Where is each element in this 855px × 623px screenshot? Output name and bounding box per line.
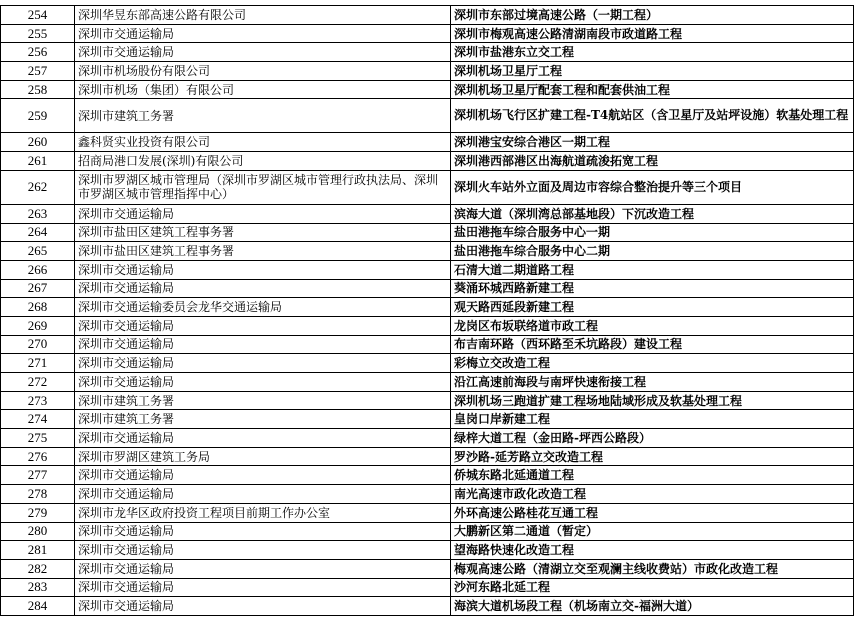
- table-row: [1, 6, 854, 25]
- row-project: 深圳港宝安综合港区一期工程: [451, 133, 854, 152]
- row-project: 深圳市盐港东立交工程: [451, 43, 854, 62]
- row-number: 268: [1, 298, 75, 317]
- row-organization: 深圳市交通运输局: [75, 260, 451, 279]
- row-number: 281: [1, 541, 75, 560]
- row-organization: 深圳市交通运输局: [75, 559, 451, 578]
- row-number: 266: [1, 260, 75, 279]
- row-organization: 深圳市交通运输局: [75, 316, 451, 335]
- table-row: [1, 373, 854, 392]
- row-project: 绿梓大道工程（金田路-坪西公路段）: [451, 429, 854, 448]
- row-project: 深圳港西部港区出海航道疏浚拓宽工程: [451, 152, 854, 171]
- row-organization: 深圳市建筑工务署: [75, 99, 451, 133]
- row-organization: 深圳市交通运输局: [75, 429, 451, 448]
- row-project: 梅观高速公路（清湖立交至观澜主线收费站）市政化改造工程: [451, 559, 854, 578]
- row-project: 深圳市梅观高速公路清湖南段市政道路工程: [451, 24, 854, 43]
- row-organization: 深圳市交通运输局: [75, 204, 451, 223]
- table-row: [1, 133, 854, 152]
- row-organization: 深圳市交通运输局: [75, 373, 451, 392]
- table-row: [1, 447, 854, 466]
- row-number: 275: [1, 429, 75, 448]
- row-project: 沿江高速前海段与南坪快速衔接工程: [451, 373, 854, 392]
- row-number: 264: [1, 223, 75, 242]
- table-row: [1, 170, 854, 204]
- row-project: 深圳机场飞行区扩建工程-T4航站区（含卫星厅及站坪设施）软基处理工程: [451, 99, 854, 133]
- row-project: 深圳机场卫星厅配套工程和配套供油工程: [451, 80, 854, 99]
- row-number: 259: [1, 99, 75, 133]
- table-row: [1, 152, 854, 171]
- table-row: [1, 541, 854, 560]
- row-number: 269: [1, 316, 75, 335]
- row-project: 侨城东路北延通道工程: [451, 466, 854, 485]
- table-row: [1, 335, 854, 354]
- row-number: 276: [1, 447, 75, 466]
- row-number: 278: [1, 485, 75, 504]
- table-row: [1, 597, 854, 616]
- table-row: [1, 43, 854, 62]
- row-number: 261: [1, 152, 75, 171]
- row-organization: 招商局港口发展(深圳)有限公司: [75, 152, 451, 171]
- row-project: 石清大道二期道路工程: [451, 260, 854, 279]
- table-row: [1, 204, 854, 223]
- row-project: 望海路快速化改造工程: [451, 541, 854, 560]
- table-row: [1, 466, 854, 485]
- project-table: [0, 5, 854, 616]
- row-number: 267: [1, 279, 75, 298]
- table-row: [1, 80, 854, 99]
- row-organization: 深圳市交通运输委员会龙华交通运输局: [75, 298, 451, 317]
- row-number: 277: [1, 466, 75, 485]
- table-row: [1, 99, 854, 133]
- row-project: 观天路西延段新建工程: [451, 298, 854, 317]
- row-organization: 深圳市机场股份有限公司: [75, 62, 451, 81]
- project-table-body: [1, 6, 854, 616]
- row-organization: 深圳华昱东部高速公路有限公司: [75, 6, 451, 25]
- row-project: 深圳机场卫星厅工程: [451, 62, 854, 81]
- table-row: [1, 242, 854, 261]
- table-row: [1, 279, 854, 298]
- table-row: [1, 578, 854, 597]
- table-row: [1, 485, 854, 504]
- row-organization: 深圳市交通运输局: [75, 24, 451, 43]
- table-row: [1, 429, 854, 448]
- row-number: 260: [1, 133, 75, 152]
- row-organization: 深圳市交通运输局: [75, 597, 451, 616]
- row-project: 布吉南环路（西环路至禾坑路段）建设工程: [451, 335, 854, 354]
- row-number: 282: [1, 559, 75, 578]
- row-organization: 深圳市交通运输局: [75, 485, 451, 504]
- row-number: 272: [1, 373, 75, 392]
- row-organization: 深圳市交通运输局: [75, 354, 451, 373]
- row-number: 270: [1, 335, 75, 354]
- row-organization: 深圳市建筑工务署: [75, 391, 451, 410]
- row-number: 274: [1, 410, 75, 429]
- row-organization: 深圳市罗湖区城市管理局（深圳市罗湖区城市管理行政执法局、深圳市罗湖区城市管理指挥中心）: [75, 170, 451, 204]
- row-number: 280: [1, 522, 75, 541]
- table-row: [1, 260, 854, 279]
- row-project: 海滨大道机场段工程（机场南立交-福洲大道）: [451, 597, 854, 616]
- row-organization: 深圳市机场（集团）有限公司: [75, 80, 451, 99]
- row-organization: 深圳市交通运输局: [75, 541, 451, 560]
- row-number: 273: [1, 391, 75, 410]
- table-row: [1, 354, 854, 373]
- row-organization: 深圳市罗湖区建筑工务局: [75, 447, 451, 466]
- row-organization: 深圳市建筑工务署: [75, 410, 451, 429]
- table-row: [1, 24, 854, 43]
- table-row: [1, 298, 854, 317]
- row-organization: 深圳市交通运输局: [75, 43, 451, 62]
- row-project: 沙河东路北延工程: [451, 578, 854, 597]
- row-project: 皇岗口岸新建工程: [451, 410, 854, 429]
- row-project: 深圳市东部过境高速公路（一期工程）: [451, 6, 854, 25]
- row-project: 龙岗区布坂联络道市政工程: [451, 316, 854, 335]
- row-number: 283: [1, 578, 75, 597]
- row-number: 258: [1, 80, 75, 99]
- row-project: 深圳火车站外立面及周边市容综合整治提升等三个项目: [451, 170, 854, 204]
- row-organization: 鑫科贤实业投资有限公司: [75, 133, 451, 152]
- row-number: 262: [1, 170, 75, 204]
- row-organization: 深圳市交通运输局: [75, 335, 451, 354]
- row-number: 271: [1, 354, 75, 373]
- row-project: 外环高速公路桂花互通工程: [451, 503, 854, 522]
- row-organization: 深圳市交通运输局: [75, 578, 451, 597]
- row-organization: 深圳市盐田区建筑工程事务署: [75, 242, 451, 261]
- row-project: 大鹏新区第二通道（暂定）: [451, 522, 854, 541]
- table-row: [1, 503, 854, 522]
- row-organization: 深圳市盐田区建筑工程事务署: [75, 223, 451, 242]
- row-number: 256: [1, 43, 75, 62]
- row-number: 279: [1, 503, 75, 522]
- table-row: [1, 410, 854, 429]
- row-project: 南光高速市政化改造工程: [451, 485, 854, 504]
- table-row: [1, 223, 854, 242]
- row-organization: 深圳市交通运输局: [75, 466, 451, 485]
- row-project: 盐田港拖车综合服务中心一期: [451, 223, 854, 242]
- row-project: 滨海大道（深圳湾总部基地段）下沉改造工程: [451, 204, 854, 223]
- table-row: [1, 559, 854, 578]
- row-number: 255: [1, 24, 75, 43]
- row-project: 彩梅立交改造工程: [451, 354, 854, 373]
- row-project: 罗沙路-延芳路立交改造工程: [451, 447, 854, 466]
- table-row: [1, 316, 854, 335]
- row-number: 254: [1, 6, 75, 25]
- row-organization: 深圳市交通运输局: [75, 522, 451, 541]
- table-row: [1, 62, 854, 81]
- row-number: 257: [1, 62, 75, 81]
- table-row: [1, 391, 854, 410]
- row-project: 深圳机场三跑道扩建工程场地陆域形成及软基处理工程: [451, 391, 854, 410]
- row-number: 263: [1, 204, 75, 223]
- table-row: [1, 522, 854, 541]
- row-organization: 深圳市交通运输局: [75, 279, 451, 298]
- row-number: 284: [1, 597, 75, 616]
- row-project: 盐田港拖车综合服务中心二期: [451, 242, 854, 261]
- row-organization: 深圳市龙华区政府投资工程项目前期工作办公室: [75, 503, 451, 522]
- row-project: 葵涌环城西路新建工程: [451, 279, 854, 298]
- row-number: 265: [1, 242, 75, 261]
